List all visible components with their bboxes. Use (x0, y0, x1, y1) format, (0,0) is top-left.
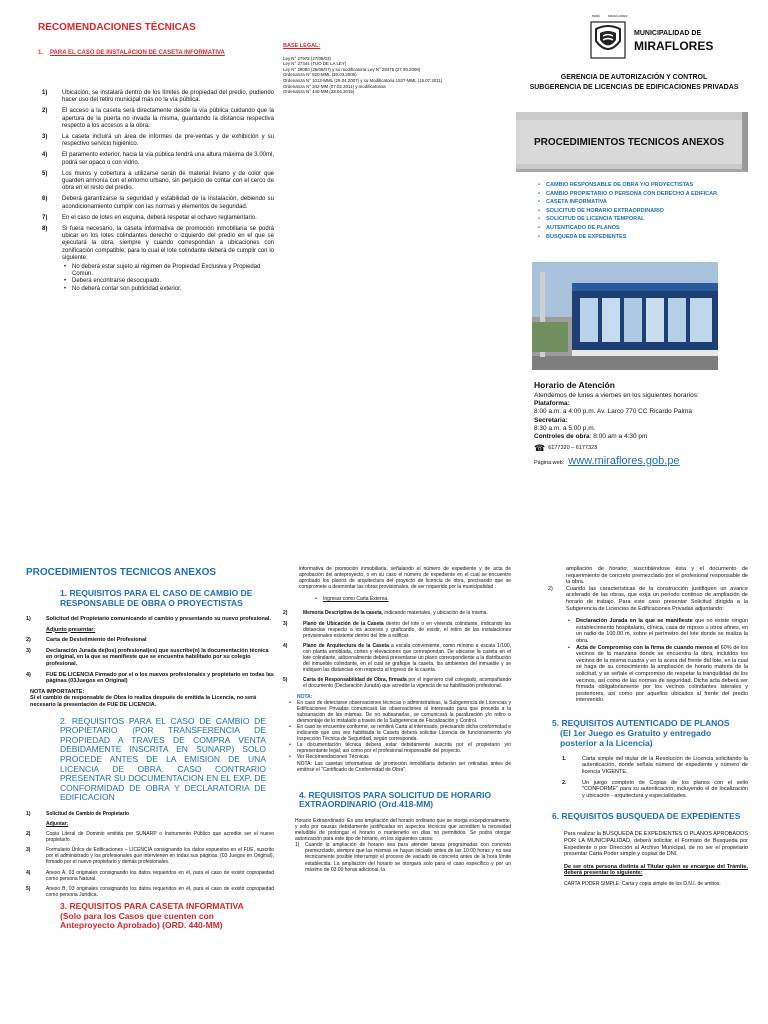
s5-num: 2. (562, 779, 567, 786)
right-dj-list (566, 618, 748, 704)
base-legal-lines (283, 56, 513, 95)
s2-text: Adjuntar: (46, 820, 69, 827)
recomendacion-text: En el caso de lotes en esquina, deberá respetar el ochavo reglamentario. (62, 214, 257, 221)
mid-item (283, 677, 511, 689)
right-acta-lead: Acta de Compromiso con la firma de cuando menos el (576, 644, 719, 651)
s1-text: Carta de Desistimiento del Profesional (46, 637, 147, 644)
recomendacion-num: 3) (42, 134, 48, 141)
base-legal-line: Ordenanza N° 920-MML (30.03.2006) (283, 72, 357, 78)
recomendacion-bullet: • No deberá contar son publicidad exterior. (62, 286, 274, 293)
recomendacion-num: 6) (42, 196, 48, 203)
procedure-item: • BUSQUEDA DE EXPEDIENTES (536, 233, 756, 242)
web-line (534, 455, 754, 467)
recomendacion-bullet: • No deberá estar sujeto al régimen de Propiedad Exclusiva y Propiedad Común. (62, 264, 274, 278)
mid-num: 2) (283, 610, 288, 617)
mid-lead: Carta de Responsabilidad de Obra, firmada (303, 677, 407, 684)
s1-num: 2) (26, 637, 31, 644)
mid-text: dentro del lote o en vivienda colindante, indicando las distancias respecto a los accesos y graficando, de existir, el retiro de las instalaciones provisionales existente dentro del lote a edificar. (303, 620, 511, 639)
mid-text: a escala conveniente, como mínimo a escala 1/100, con planta amoblada, cortes y elevaciones que correspondan. De ubicarse la caseta en el lote colindante, adicionalmente deberá presentarse un plano correspondiente a la distribución del inmueble colindante, en el cual se grafique la caseta, los ambientes del inmueble y se indiquen las distancias con respecto al ingreso de la caseta. (303, 642, 511, 674)
mid-text: por el ingeniero civil colegiado, acompañando el documento (Declaración Jurada) que acredite la vigencia de su habilitación profesional. (303, 677, 511, 690)
gerencia-line1: GERENCIA DE AUTORIZACIÓN Y CONTROL (560, 74, 708, 81)
s6-last: CARTA PODER SIMPLE: Carta y copia simple de los D.N.I. de ambos. (564, 881, 721, 887)
mid-lead: Plano de Arquitectura de la Caseta (303, 642, 389, 649)
controles-label: Controles de obra (534, 433, 590, 441)
s2-item (26, 886, 274, 898)
s1-num: 3) (26, 647, 31, 654)
recomendacion-item (42, 90, 274, 104)
logo-big-text: MIRAFLORES (634, 39, 714, 53)
web-link[interactable]: www.miraflores.gob.pe (568, 454, 680, 467)
mid-item (283, 643, 511, 673)
recomendacion-item (42, 226, 274, 262)
s5-title: 5. REQUISITOS AUTENTICADO DE PLANOS (552, 717, 730, 728)
secretaria-label: Secretaria: (534, 416, 568, 424)
s2-num: 5) (26, 885, 31, 892)
s1-text: Declaración Jurada de(los) profesional(es) que suscribe(n) la documentación técnica en original, en la que se manifieste que se encuentra habilitado por su colegio profesional. (46, 647, 269, 667)
caseta-subheading-num: 1. (38, 50, 44, 56)
base-legal-title: BASE LEGAL: (283, 43, 321, 49)
mid-nota-bullet: • En caso se encuentre conforme, se remitirá Carta al interesado, precisando dicha conformidad e indicando que una vez habilitada la Caseta deberá solicitar Licencia de funcionamiento y/o Inspección Técnica de Seguridad, según corresponda. (287, 724, 511, 742)
phones-text: 6177320 – 6177323 (548, 445, 598, 452)
recomendacion-text: Si fuera necesario, la caseta informativa de promoción inmobiliaria se podrá ubicar en los lotes colindantes derecho o izquierdo del predio en el que se ejecutará la obra, siempre y cuando correspondan a ubicaciones con zonificación compatible; para lo cual el lote colindante deberá de cumplir con lo siguiente: (62, 226, 274, 261)
s2-text: Copia Literal de Dominio emitida por SUNARP o Instrumento Público que acredite ser el nuevo propietario. (46, 831, 274, 844)
logo-small-right: MIRAFLORES (608, 14, 628, 18)
phone-icon: ☎ (534, 443, 546, 454)
recomendacion-num: 5) (42, 170, 48, 177)
recomendacion-text: La caseta incluirá un área de informes de pre-ventas y de exhibición y su respectivo servicio higiénico. (62, 134, 274, 148)
s6-note: De ser otra persona distinta al Titular quien se encargue del Trámite, deberá presentar lo siguiente: (564, 863, 748, 877)
recomendacion-text: El paramento exterior, hacia la vía pública tendrá una altura máxima de 3.00ml, podrá ser opaco o con vidrio. (62, 152, 274, 166)
s2-item (26, 811, 274, 817)
s2-num: 1) (26, 810, 31, 817)
phones-line (534, 445, 754, 452)
right-item2: Cuando las características de la construcción justifiquen un avance acelerado de las obras, que exija un periodo continuo de ampliación de horario de trabajo. Para este caso presentar Solicitud dirigida a la Subgerencia de Licencias de Edificaciones Privadas adjuntando: (566, 585, 748, 612)
gerencia-line2: SUBGERENCIA DE LICENCIAS DE EDIFICACIONES PRIVADAS (529, 84, 739, 91)
s1-text: Adjunto presentar: (46, 626, 96, 633)
s5-text: Un juego completo de Copias de los planos con el sello "CONFORME" para su autenticación, incluyendo el de localización y ubicación - arquitectura y especialidades. (582, 779, 748, 799)
caseta-photo (532, 262, 718, 370)
base-legal-line: Ordenanza N° 1012-MML (29.04.2007) y su Modificatoria 1537-MML (15.07.2011) (283, 77, 443, 83)
s2-num: 3) (26, 847, 31, 854)
secretaria-text: 8:30 a.m. a 5:00 p.m. (534, 424, 596, 432)
mid-nota-bullet: • La documentación técnica deberá estar debidamente suscrita por el propietario y/o representante legal; así como por el profesional responsable del proyecto. (287, 742, 511, 754)
gerencia-block (516, 73, 752, 93)
right-acta-item (566, 645, 748, 704)
right-dj-item (566, 618, 748, 644)
mid-nota-bullets (287, 700, 511, 761)
mid-text: , indicando materiales, y ubicación de la misma. (381, 610, 488, 617)
recomendacion-item (42, 215, 274, 222)
s2-num: 2) (26, 831, 31, 838)
recomendacion-num: 7) (42, 214, 48, 221)
mid-item (283, 621, 511, 639)
s5-num: 1. (562, 755, 567, 762)
mid-lead: Memoria Descriptiva de la caseta (303, 610, 382, 617)
s5-sub: (El 1er Juego es Gratuito y entregado posterior a la Licencia) (560, 727, 712, 748)
s5-items (562, 756, 748, 800)
s1-nota-text: Si el cambio de responsable de Obra lo realiza después de emitida la Licencia, no será necesario la presentación de FUE DE LICENCIA. (30, 695, 257, 708)
web-label: Página web: (534, 459, 565, 466)
recomendacion-num: 1) (42, 90, 48, 96)
mid-nota-bullet: • En caso de detectarse observaciones técnicas o administrativas, la Subgerencia de Licencias y Edificaciones Privadas comunicará las observaciones al interesado para que proceda a la subsanación de las mismas. De no subsanarlas, se comunicará la paralización y/o retiro o desmontaje de lo instalado a través de la Subgerencia de Fiscalización y Control. (287, 700, 511, 724)
s2-num: 4) (26, 869, 31, 876)
recomendacion-num: 8) (42, 226, 48, 233)
right-cont: ampliación de horario; suscribiéndose ésta y el documento de requerimiento de concreto premezclado por el profesional responsable de la obra. (566, 566, 748, 586)
s6-title: 6. REQUISITOS BUSQUEDA DE EXPEDIENTES (552, 811, 741, 822)
s4-title: 4. REQUISITOS PARA SOLICITUD DE HORARIO EXTRAORDINARIO (Ord.418-MM) (299, 789, 492, 810)
horario-title: Horario de Atención (534, 380, 615, 390)
controles-text: : 8:00 am a 4:30 pm (589, 433, 648, 441)
recomendacion-item (42, 196, 274, 210)
mid-num: 4) (283, 642, 288, 649)
s1-text: FUE DE LICENCIA Firmado por el o los nuevos profesionales y propietario en todas las páginas (03Juegos en Original) (46, 671, 274, 685)
base-legal-line: Ordenanza N° 342-MM (07.02.2011) y modificatorias (283, 83, 386, 89)
s2-text: Solicitud de Cambio de Propietario (46, 810, 130, 817)
base-legal-line: Ley N° 27444 (TUO DE LA LEY) (283, 61, 347, 67)
mid-lead: Plano de Ubicación de la Caseta (303, 620, 384, 627)
s2-text: Anexo B, 03 originales consignando los datos requeridos en él, para el caso de existir copropiedad como persona Jurídica. (46, 885, 274, 898)
s1-item (26, 616, 274, 623)
plataforma-text: 8:00 a.m. a 4:00 p.m. Av. Larco 770 CC Ricardo Palma (534, 408, 693, 416)
recomendacion-num: 4) (42, 152, 48, 159)
procedure-item: • CAMBIO PROPIETARIO O PERSONA CON DERECHO A EDIFICAR (536, 190, 756, 199)
mid-items (283, 610, 511, 689)
mid-nota-final: NOTA: Las casetas informativas de promoción inmobiliaria deberán ser retiradas antes de emitirse el "Certificado de Conformidad de Obra". (297, 760, 511, 773)
s1-title: 1. REQUISITOS PARA EL CASO DE CAMBIO DE RESPONSABLE DE OBRA O PROYECTISTAS (60, 588, 253, 608)
base-legal-line: Ordenanza N° 440-MM (23.04.2015) (283, 89, 355, 95)
base-legal (283, 43, 513, 95)
procedimientos-banner-title: PROCEDIMIENTOS TECNICOS ANEXOS (533, 136, 725, 148)
s2-item (26, 821, 274, 827)
logo-top-text: MUNICIPALIDAD DE (634, 30, 702, 37)
s2-item (26, 870, 274, 882)
s1-num: 1) (26, 616, 31, 622)
right-dj-text: que no existe ningún establecimiento hospitalario, clínica, casa de reposo u otros afines, en un radio de 100.00 m, sobre el perímetro del lote donde se realiza la obra. (576, 618, 748, 644)
recomendacion-item (42, 108, 274, 130)
s4-item1: Cuando la ampliación de horario sea para atender tareas programadas con concreto premezclado, siempre que las mismas se hayan iniciado antes de las 10:00 horas y no sea técnicamente posible interrumpir el proceso de vaciado de concreto antes de la hora límite establecida. La ampliación del horario se otorgará solo para el caso específico y por un máximo de 03:00 horas adicional, la (305, 842, 511, 873)
recomendaciones-list (42, 90, 274, 293)
s1-items (26, 616, 274, 685)
s1-item (26, 672, 274, 685)
procedure-item: • SOLICITUD DE HORARIO EXTRAORDINARIO (536, 207, 756, 216)
procedure-item: • AUTENTICADO DE PLANOS (536, 224, 756, 233)
procedimientos-banner-inner (516, 120, 742, 164)
mid-intro: informativa de promoción inmobiliaria, señalando el número de expediente y de acta de aprobación del anteproyecto, o en su caso el número de expediente en el cual se encuentre aprobado los planos de arquitectura del proyecto de licencia de obra, precisando que se compromete a desmontar las obras provisionales, de ser requerido por la municipalidad . (299, 566, 511, 591)
recomendacion-text: El acceso a la caseta será directamente desde la vía pública cuidando que la apertura de la puerta no invada la misma, guardando la distancia respectiva respecto a los accesos a la obra. (62, 108, 274, 129)
right-acta-text: 60% de los vecinos de la manzana donde se encuentra la obra, incluidos los vecinos de la misma cuadra y en la acera del frente del lote, en la cual se haga de su conocimiento la ampliación de horario materia de la solicitud, y se señale el compromiso de respetar la tranquilidad de los vecinos, así como de las normas de seguridad. Dicha acta deberá ser firmada obligatoriamente por los vecinos colindantes laterales y posteriores, así como por aquellos ubicados al frente del predio intervenido. (576, 644, 748, 704)
procedures-list (536, 181, 756, 241)
recomendacion-num: 2) (42, 108, 48, 115)
mid-item (283, 610, 511, 616)
recomendacion-item (42, 152, 274, 166)
recomendaciones-section (38, 22, 274, 57)
caseta-photo-drawing (532, 262, 718, 370)
recomendacion-text: Los muros y cobertura a utilizarse serán de material liviano y de color que guarden armonía con el entorno urbano, sin perjuicio de contar con el cerco de obra en el resto del predio. (62, 170, 274, 192)
s2-item (26, 831, 274, 843)
recomendacion-item (42, 171, 274, 193)
s1-item (26, 627, 274, 634)
s4-item1-row (283, 842, 511, 872)
s1-num: 4) (26, 671, 31, 678)
base-legal-line: Ley N° 29090 (25/09/07) y su modificatoria Ley N° 29476 (27.09.2008) (283, 66, 421, 72)
recomendacion-text: Ubicación, se instalará dentro de los límites de propiedad del predio, pudiendo hacer uso del retiro municipal más no la vía pública. (62, 90, 274, 104)
s2-title: 2. REQUISITOS PARA EL CASO DE CAMBIO DE PROPIETARIO (POR TRANSFERENCIA DE PROPIEDAD A TRAVES DE COMPRA VENTA DEBIDAMENTE INSCRITA EN SUNARP) SOLO PROCEDE ANTES DE LA EMISION DE UNA LICENCIA DE OBRA. CASO CONTRARIO PRESENTAR SU DOCUMENTACION EN EL EXP. DE CONFORMIDAD DE OBRA Y DECLARATORIA DE EDIFICACION (60, 715, 266, 803)
mid-ingresar: • Ingresar como Carta Externa. (313, 596, 511, 602)
recomendaciones-heading: RECOMENDACIONES TÉCNICAS (38, 22, 196, 33)
recomendacion-bullet: • Deberá encontrarse desocupado. (62, 278, 274, 285)
s2-text: Formulario Único de Edificaciones – LICENCIA consignando los datos expuestos en el FUE, suscrito por el administrado y los profesionales que intervienen en todas sus páginas. (03 Juegos en Original), firmado por el nuevo propietario y demás profesionales. (46, 847, 274, 866)
s1-item (26, 648, 274, 668)
s1-item (26, 637, 274, 644)
plataforma-label: Plataforma: (534, 400, 570, 408)
crest-icon (590, 21, 626, 59)
logo-small-left: PERÚ (592, 14, 601, 18)
horario-intro: Atendemos de lunes a viernes en los siguientes horarios: (534, 392, 699, 399)
right-dj-lead: Declaración Jurada en la que se manifieste (576, 618, 693, 625)
procedure-item: • CAMBIO RESPONSABLE DE OBRA Y/O PROYECTISTAS (536, 181, 756, 190)
horario-section (534, 380, 754, 467)
s5-text: Carta simple del titular de la Resolución de Licencia solicitando la autenticación, donde señala número de expediente y número de licencia VIGENTE. (582, 755, 748, 776)
caseta-subheading (38, 50, 274, 57)
mid-num: 3) (283, 620, 288, 627)
s5-item (562, 780, 748, 800)
mid-nota-bullet: • Ver Recomendaciones Técnicas (287, 754, 511, 760)
procedure-item: • CASETA INFORMATIVA (536, 198, 756, 207)
right-item2-row (548, 586, 748, 612)
mid-num: 5) (283, 677, 288, 684)
s4-text: Horario Extraordinario: Es una ampliación del horario ordinario que se otorga excepcionalmente, y solo por causas debidamente justificadas en aspectos técnicos que acrediten la necesidad ineludible de prolongar el horario o mantenerlo en días no permitidos. Se podrá otorgar autorización para este tipo de horario, en los siguientes casos: (295, 817, 511, 843)
s3-title: 3. REQUISITOS PARA CASETA INFORMATIVA (Solo para los Casos que cuenten con Anteproyecto Aprobado) (ORD. 440-MM) (60, 900, 244, 931)
bottom-left-section (26, 567, 274, 931)
s4-item1-num: 1) (295, 842, 300, 849)
controles-line (534, 433, 754, 441)
recomendacion-item (42, 134, 274, 148)
miraflores-logo (588, 14, 738, 60)
bottom-mid-section (283, 566, 511, 873)
base-legal-line: Ley N° 27972 (27/05/03) (283, 55, 331, 61)
s1-text: Solicitud del Propietario comunicando el cambio y presentando su nuevo profesional. (46, 616, 271, 622)
bottom-right-section (548, 566, 748, 887)
s5-item (562, 756, 748, 776)
s6-text: Para realizar la BUSQUEDA DE EXPEDIENTES O PLANOS APROBADOS POR LA MUNICIPALIDAD, deberá solicitar el Formato de Busqueda por Expediente o por Dirección al Archivo Municipal, de no ser el propietario presentar Carta Poder simple y copias de DNI. (564, 831, 749, 858)
mid-ingresar-list (313, 596, 511, 602)
bottom-left-heading: PROCEDIMIENTOS TECNICOS ANEXOS (26, 567, 217, 578)
s2-items (26, 811, 274, 898)
right-item2-num: 2) (548, 585, 553, 592)
s1-nota-title: NOTA IMPORTANTE: (30, 688, 85, 695)
mid-nota-title: NOTA: (297, 693, 313, 700)
recomendacion-text: Deberá garantizarse la seguridad y estabilidad de la instalación, debiendo su acondicionamiento cumplir con las normas y elementos de seguridad. (62, 196, 274, 210)
s2-item (26, 847, 274, 865)
s2-text: Anexo A, 03 originales consignando los datos requeridos en él, para el caso de existir copropiedad como persona Natural. (46, 869, 274, 882)
procedimientos-banner (516, 112, 748, 172)
procedure-item: • SOLICITUD DE LICENCIA TEMPORAL (536, 215, 756, 224)
caseta-subheading-text: PARA EL CASO DE INSTALACION DE CASETA INFORMATIVA (50, 50, 225, 56)
